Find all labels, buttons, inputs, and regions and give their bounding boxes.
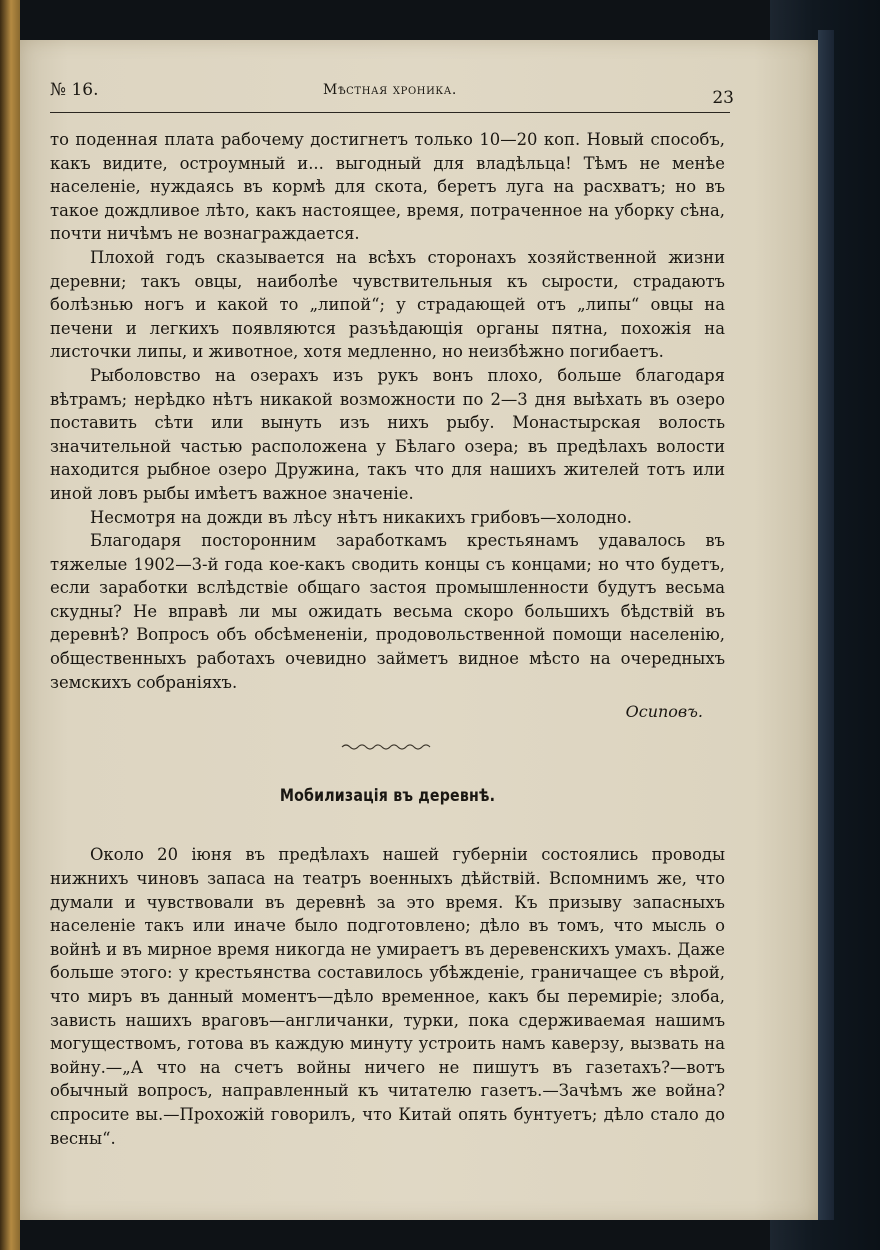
book-cover-edge [818, 30, 834, 1220]
wavy-rule-ornament-icon [340, 742, 435, 752]
page-number: 23 [712, 88, 734, 108]
book-page [20, 40, 818, 1220]
issue-number: № 16. [50, 80, 99, 100]
running-title: Мѣстная хроника. [323, 82, 457, 98]
paragraph: Благодаря посторонним заработкамъ крестьянамъ удавалось въ тяжелые 1902—3-й года кое-какъ сводить концы съ концами; но что будетъ, если заработки вслѣдствіе общаго застоя промышленности будутъ весьма скудны? Не вправѣ ли мы ожидать весьма скоро большихъ бѣдствій въ деревнѣ? Вопросъ объ обсѣмененіи, продовольственной помощи населенію, общественныхъ работахъ очевидно займетъ видное мѣсто на очередныхъ земскихъ собраніяхъ. [50, 531, 725, 692]
section-heading: Мобилизація въ деревнѣ. [279, 785, 496, 805]
paragraph: Несмотря на дожди въ лѣсу нѣтъ никакихъ грибовъ—холодно. [90, 507, 632, 527]
author-signature: Осиповъ. [625, 702, 703, 722]
paragraph: Рыболовство на озерахъ изъ рукъ вонъ плохо, больше благодаря вѣтрамъ; нерѣдко нѣтъ никакой возможности по 2—3 дня выѣхать въ озеро поставить сѣти или вынуть изъ нихъ рыбу. Монастырская волость значительной частью расположена у Бѣлаго озера; въ предѣлахъ волости находится рыбное озеро Дружина, такъ что для нашихъ жителей тотъ или иной ловъ рыбы имѣетъ важное значеніе. [50, 365, 725, 503]
paragraph: Плохой годъ сказывается на всѣхъ сторонахъ хозяйственной жизни деревни; такъ овцы, наиболѣе чувствительныя къ сырости, страдаютъ болѣзнью ногъ и какой то „липой“; у страдающей отъ „липы“ овцы на печени и легкихъ появляются разъѣдающія органы пятна, похожія на листочки липы, и животное, хотя медленно, но неизбѣжно погибаетъ. [50, 247, 725, 362]
paragraph: Около 20 іюня въ предѣлахъ нашей губерніи состоялись проводы нижнихъ чиновъ запаса на театръ военныхъ дѣйствій. Вспомнимъ же, что думали и чувствовали въ деревнѣ за это время. Къ призыву запасныхъ населеніе такъ или иначе было подготовлено; дѣло въ томъ, что мысль о войнѣ и въ мирное время никогда не умираетъ въ деревенскихъ умахъ. Даже больше этого: у крестьянства составилось убѣжденіе, граничащее съ вѣрой, что миръ въ данный моментъ—дѣло временное, какъ бы перемиріе; злоба, зависть нашихъ враговъ—англичанки, турки, пока сдерживаемая нашимъ могуществомъ, готова въ каждую минуту устроить намъ каверзу, вызвать на войну.—„А что на счетъ войны ничего не пишутъ въ газетахъ?—вотъ обычный вопросъ, направленный къ читателю газетъ.—Зачѣмъ же война? спросите вы.—Прохожій говорилъ, что Китай опять бунтуетъ; дѣло стало до весны“. [50, 845, 725, 1148]
book-spine-edge [0, 0, 20, 1250]
paragraph: то поденная плата рабочему достигнетъ только 10—20 коп. Новый способъ, какъ видите, остроумный и... выгодный для владѣльца! Тѣмъ не менѣе населеніе, нуждаясь въ кормѣ для скота, беретъ луга на расхватъ; но въ такое дождливое лѣто, какъ настоящее, время, потраченное на уборку сѣна, почти ничѣмъ не вознаграждается. [50, 130, 725, 244]
page-body [50, 128, 725, 1150]
page-header [50, 78, 734, 113]
